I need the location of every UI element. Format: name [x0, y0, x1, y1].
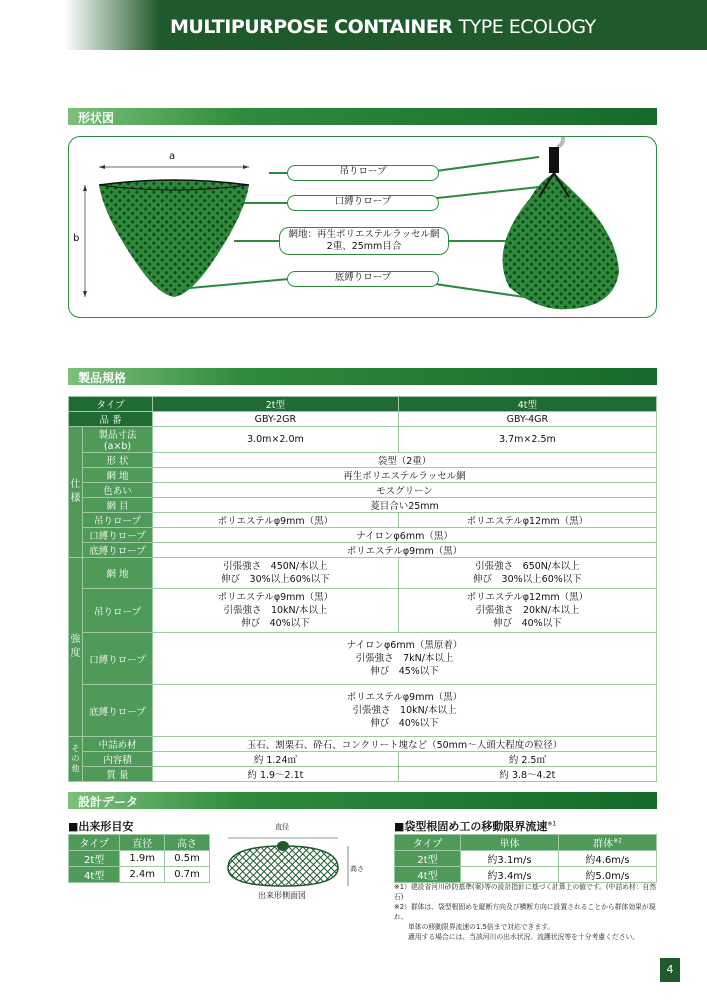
- row-label: 質 量: [83, 767, 153, 782]
- table-row: [69, 867, 210, 883]
- spec-header-2t: 2t型: [153, 397, 399, 412]
- table-row: [69, 558, 657, 589]
- table-row: [69, 528, 657, 543]
- side-view-figure: [218, 832, 368, 890]
- callout-hang-rope: 吊りロープ: [287, 165, 439, 181]
- dimension-b-label: b: [73, 233, 80, 244]
- cell: 約5.0m/s: [559, 867, 657, 883]
- row-label: 網 目: [83, 498, 153, 513]
- section-design-bar: [68, 792, 657, 809]
- cell: 2t型: [69, 851, 120, 867]
- cell: 約 1.9～2.1t: [153, 767, 399, 782]
- footnote-2-cont2: 適用する場合には、当該河川の出水状況、流護状況等を十分考慮ください。: [408, 933, 640, 941]
- table-header-row: [395, 835, 657, 851]
- cell-line: 伸び 40%以下: [370, 718, 439, 729]
- flow-title-note: ※1: [547, 820, 557, 828]
- shape-target-table: [68, 834, 210, 883]
- cell: 約3.4m/s: [461, 867, 559, 883]
- row-label: 品 番: [69, 412, 153, 427]
- row-label: 網 地: [83, 468, 153, 483]
- header-cell: 単体: [461, 835, 559, 851]
- cell-line: ポリエステルφ12mm（黒）: [466, 592, 589, 603]
- row-label: 内容積: [83, 752, 153, 767]
- cell: [153, 685, 657, 737]
- row-label: 吊りロープ: [83, 589, 153, 633]
- cell-line: 引張強さ 650N/本以上: [475, 561, 580, 572]
- row-label: 網 地: [83, 558, 153, 589]
- section-shape-bar: [68, 108, 657, 125]
- header-note: ※2: [613, 837, 622, 845]
- table-row: [69, 633, 657, 685]
- cell: 菱目合い25mm: [153, 498, 657, 513]
- category-other: その他: [69, 737, 83, 782]
- callout-bottom-rope: 底縛りロープ: [287, 271, 439, 287]
- header-fade: [0, 0, 160, 50]
- callout-mouth-rope: 口縛りロープ: [287, 195, 439, 211]
- cell: ポリエステルφ9mm（黒）: [153, 543, 657, 558]
- shape-diagram: [68, 136, 657, 318]
- cell: GBY-2GR: [153, 412, 399, 427]
- header-cell: 直径: [120, 835, 165, 851]
- cell: 2.4m: [120, 867, 165, 883]
- row-label: 口縛りロープ: [83, 528, 153, 543]
- cell-line: 引張強さ 10kN/本以上: [352, 705, 457, 716]
- cell: ポリエステルφ9mm（黒）: [153, 513, 399, 528]
- section-spec-bar: [68, 368, 657, 385]
- cell: [153, 633, 657, 685]
- flow-title-text: ■袋型根固め工の移動限界流速: [394, 820, 548, 833]
- spec-header-row: [69, 397, 657, 412]
- cell: 2t型: [395, 851, 461, 867]
- category-spec: 仕様: [69, 427, 83, 558]
- row-label: 口縛りロープ: [83, 633, 153, 685]
- table-row: [69, 589, 657, 633]
- table-row: [69, 453, 657, 468]
- cell-line: 引張強さ 450N/本以上: [223, 561, 328, 572]
- cell: 0.5m: [165, 851, 210, 867]
- row-label: 中詰め材: [83, 737, 153, 752]
- cell: 3.0m×2.0m: [153, 427, 399, 453]
- cell: [398, 589, 656, 633]
- table-row: [395, 867, 657, 883]
- header-text: 群体: [593, 839, 614, 850]
- cell: 0.7m: [165, 867, 210, 883]
- table-row: [395, 851, 657, 867]
- cell: 袋型（2重）: [153, 453, 657, 468]
- flow-title: [394, 818, 556, 834]
- footnote-2: ※2）群体は、袋型根固めを縦断方向及び横断方向に設置されることから群体効果が現れ、: [394, 903, 656, 921]
- table-row: [69, 543, 657, 558]
- cell: ナイロンφ6mm（黒）: [153, 528, 657, 543]
- table-row: [69, 767, 657, 782]
- cell: 約 2.5㎥: [398, 752, 656, 767]
- cell-line: 引張強さ 10kN/本以上: [223, 605, 328, 616]
- section-spec-title: 製品規格: [78, 371, 127, 385]
- table-row: [69, 851, 210, 867]
- cell-line: 伸び 30%以上60%以下: [473, 574, 582, 585]
- table-row: [69, 752, 657, 767]
- cell: 1.9m: [120, 851, 165, 867]
- cell: 約 1.24㎥: [153, 752, 399, 767]
- table-row: [69, 483, 657, 498]
- footnote-2-cont: 単体の移動限界流速の1.5倍まで対応できます。: [408, 923, 555, 931]
- cell: モスグリーン: [153, 483, 657, 498]
- row-label: 形 状: [83, 453, 153, 468]
- row-label: 吊りロープ: [83, 513, 153, 528]
- callout-net: [279, 227, 449, 255]
- cell: GBY-4GR: [398, 412, 656, 427]
- dimension-a-label: a: [169, 151, 176, 162]
- cell: 4t型: [69, 867, 120, 883]
- cell-line: 引張強さ 7kN/本以上: [355, 653, 454, 664]
- table-row: [69, 685, 657, 737]
- table-row: [69, 427, 657, 453]
- footnotes: [394, 882, 664, 942]
- header-cell: タイプ: [69, 835, 120, 851]
- fig-height-label: 高さ: [350, 865, 364, 873]
- cell: [153, 558, 399, 589]
- cell: 約4.6m/s: [559, 851, 657, 867]
- cell-line: 伸び 40%以下: [493, 618, 562, 629]
- cell-line: 伸び 30%以上60%以下: [221, 574, 330, 585]
- cell: 玉石、割栗石、砕石、コンクリート塊など（50mm～人頭大程度の粒径）: [153, 737, 657, 752]
- fig-caption: 出来形側面図: [258, 891, 306, 900]
- cell-line: ナイロンφ6mm（黒原着）: [346, 640, 463, 651]
- cell: 4t型: [395, 867, 461, 883]
- cell: 約3.1m/s: [461, 851, 559, 867]
- cell-line: 伸び 45%以下: [370, 666, 439, 677]
- spec-header-4t: 4t型: [398, 397, 656, 412]
- row-label: 色あい: [83, 483, 153, 498]
- section-design-title: 設計データ: [78, 795, 139, 809]
- cell-line: ポリエステルφ9mm（黒）: [346, 692, 463, 703]
- cell: 約 3.8～4.2t: [398, 767, 656, 782]
- cell: [398, 558, 656, 589]
- table-row: [69, 412, 657, 427]
- section-shape-title: 形状図: [78, 111, 115, 125]
- table-row: [69, 737, 657, 752]
- row-label: 底縛りロープ: [83, 543, 153, 558]
- spec-table: [68, 396, 657, 782]
- row-label: 底縛りロープ: [83, 685, 153, 737]
- table-row: [69, 513, 657, 528]
- page-title: MULTIPURPOSE CONTAINER TYPE ECOLOGY: [170, 16, 596, 38]
- spec-header-type: タイプ: [69, 397, 153, 412]
- cell: [153, 589, 399, 633]
- cell-line: 伸び 40%以下: [241, 618, 310, 629]
- header-cell: 高さ: [165, 835, 210, 851]
- shape-target-title: ■出来形目安: [68, 820, 134, 833]
- cell: 3.7m×2.5m: [398, 427, 656, 453]
- table-row: [69, 468, 657, 483]
- header-cell: タイプ: [395, 835, 461, 851]
- flow-table: [394, 834, 657, 883]
- header-cell: [559, 835, 657, 851]
- category-strength: 強度: [69, 558, 83, 737]
- header-bar: [0, 0, 707, 50]
- callout-net-line1: 網地：再生ポリエステルラッセル網: [288, 229, 440, 240]
- footnote-1: ※1）建設省河川砂防基準(案)等の設計指針に基づく計算上の値です。(中詰め材：自然石): [394, 883, 657, 901]
- cell-line: ポリエステルφ9mm（黒）: [217, 592, 334, 603]
- cell: 再生ポリエステルラッセル網: [153, 468, 657, 483]
- table-header-row: [69, 835, 210, 851]
- row-label: 製品寸法(a×b): [83, 427, 153, 453]
- table-row: [69, 498, 657, 513]
- cell: ポリエステルφ12mm（黒）: [398, 513, 656, 528]
- callout-net-line2: 2重、25mm目合: [326, 241, 402, 252]
- cell-line: 引張強さ 20kN/本以上: [475, 605, 580, 616]
- fig-diameter-label: 直径: [275, 823, 289, 831]
- page-number: 4: [660, 958, 680, 982]
